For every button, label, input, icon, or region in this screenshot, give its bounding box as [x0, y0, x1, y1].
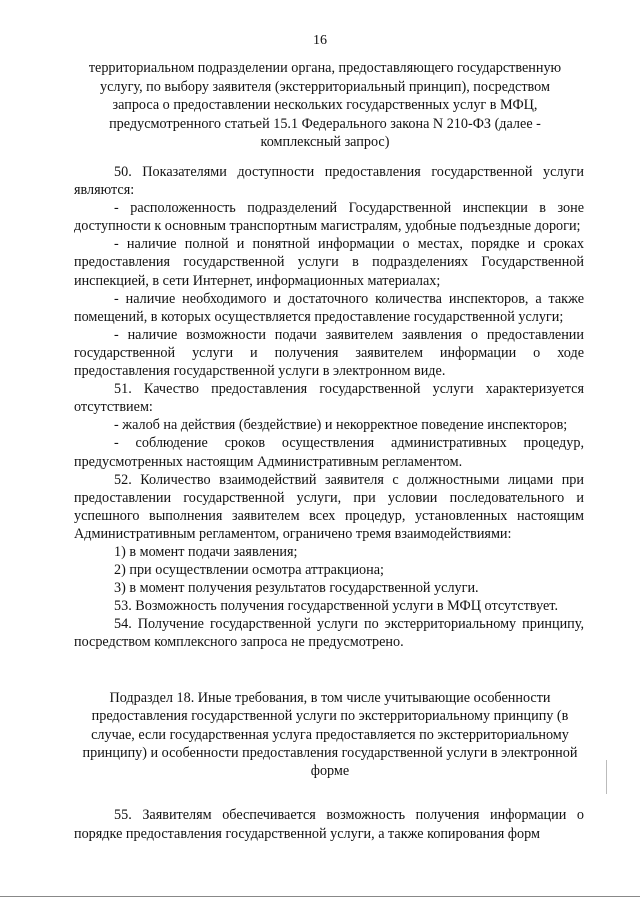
list-item: - наличие необходимого и достаточного количества инспекторов, а также помещений, в которых осуществляется предоставление государственной услуги; [74, 290, 584, 325]
scan-artifact-line [606, 760, 607, 794]
page-number: 16 [313, 33, 327, 48]
list-item: - жалоб на действия (бездействие) и некорректное поведение инспекторов; [114, 417, 568, 434]
list-item: 2) при осуществлении осмотра аттракциона; [114, 562, 384, 579]
body-text [74, 163, 584, 652]
intro-paragraph: территориальном подразделении органа, предоставляющего государственную услугу, по выбору заявителя (экстерриториальный принцип), посредством запроса о предоставлении нескольких государственных услуг в МФЦ, предусмотренного статьей 15.1 Федерального закона N 210-ФЗ (далее - комплексный запрос) [88, 60, 562, 151]
paragraph: 51. Качество предоставления государственной услуги характеризуется отсутствием: [74, 381, 584, 416]
paragraph: 52. Количество взаимодействий заявителя с должностными лицами при предоставлении государственной услуги, при условии последовательного и успешного выполнения заявителем всех процедур, установленных настоящим Административным регламентом, ограничено тремя взаимодействиями: [74, 471, 584, 542]
final-text [74, 806, 584, 844]
list-item: - наличие полной и понятной информации о местах, порядке и сроках предоставления государственной услуги в подразделениях Государственной инспекцией, в сети Интернет, информационных материалах; [74, 236, 584, 289]
paragraph: 50. Показателями доступности предоставления государственной услуги являются: [74, 164, 584, 199]
paragraph: 54. Получение государственной услуги по экстерриториальному принципу, посредством комплексного запроса не предусмотрено. [74, 616, 584, 651]
list-item: - наличие возможности подачи заявителем заявления о предоставлении государственной услуги и получения заявителем информации о ходе предоставления государственной услуги в электронном виде. [74, 326, 584, 380]
page-bottom-edge [0, 896, 640, 897]
list-item: 1) в момент подачи заявления; [114, 543, 298, 560]
subsection-heading: Подраздел 18. Иные требования, в том числе учитывающие особенности предоставления государственной услуги по экстерриториальному принципу (в случае, если государственная услуга предоставляется по экстерриториальному принципу) и особенности предоставления государственной услуги в электронной форме [82, 690, 578, 780]
list-item: - соблюдение сроков осуществления административных процедур, предусмотренных настоящим Административным регламентом. [74, 435, 584, 470]
list-item: - расположенность подразделений Государственной инспекции в зоне доступности к основным транспортным магистралям, удобные подъездные дороги; [74, 200, 584, 235]
list-item: 3) в момент получения результатов государственной услуги. [114, 580, 479, 597]
paragraph: 55. Заявителям обеспечивается возможность получения информации о порядке предоставления государственной услуги, а также копирования форм [74, 807, 584, 842]
paragraph: 53. Возможность получения государственной услуги в МФЦ отсутствует. [114, 598, 558, 615]
